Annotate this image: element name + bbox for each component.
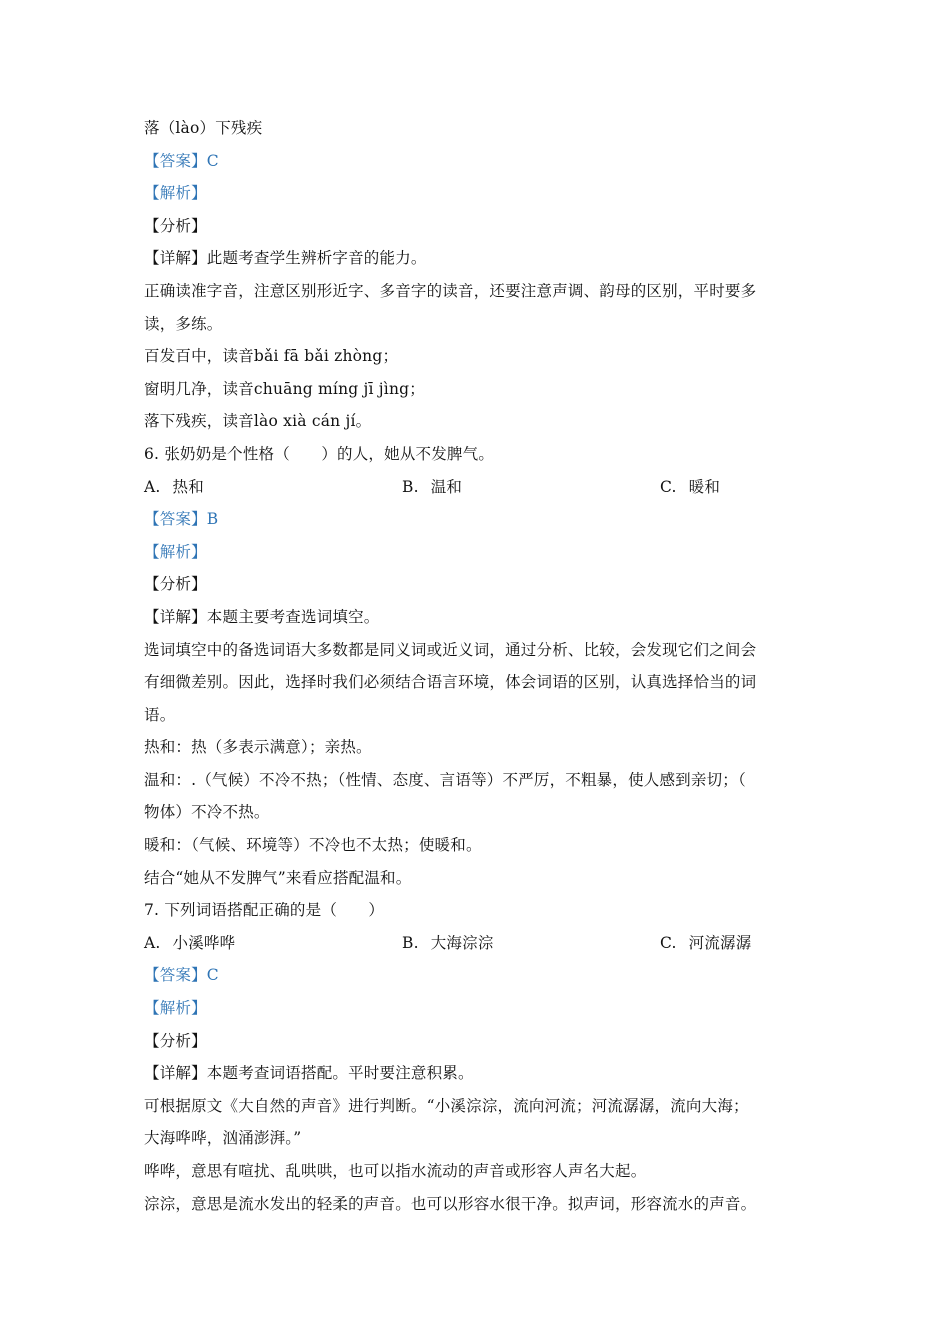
answer-line: 【答案】C [144, 966, 219, 985]
text-line: 正确读准字音，注意区别形近字、多音字的读音，还要注意声调、韵母的区别，平时要多 [144, 281, 757, 300]
text-line: 暖和：（气候、环境等）不冷也不太热；使暖和。 [144, 836, 482, 855]
detail-line: 【详解】本题考查词语搭配。平时要注意积累。 [144, 1064, 474, 1083]
answer-option [402, 927, 660, 960]
question-stem: 7. 下列词语搭配正确的是（ ） [144, 901, 385, 920]
text-line: 大海哗哗，汹涌澎湃。” [144, 1129, 302, 1148]
option-letter: B. [402, 933, 419, 952]
answer-option [144, 927, 402, 960]
option-text: 暖和 [688, 477, 721, 496]
analysis-heading: 【解析】 [144, 999, 207, 1018]
text-line: 语。 [144, 705, 176, 724]
fenxi-heading: 【分析】 [144, 575, 207, 594]
option-letter: A. [144, 477, 161, 496]
answer-option [402, 471, 660, 504]
answer-options-row [144, 927, 814, 960]
answer-options-row [144, 471, 814, 504]
answer-option [660, 471, 720, 504]
option-letter: B. [402, 477, 419, 496]
option-letter: C. [660, 477, 677, 496]
option-text: 河流潺潺 [688, 933, 752, 952]
question-stem: 6. 张奶奶是个性格（ ）的人，她从不发脾气。 [144, 444, 495, 463]
text-line: 读，多练。 [144, 314, 223, 333]
analysis-heading: 【解析】 [144, 542, 207, 561]
answer-option [660, 927, 751, 960]
text-line: 哗哗，意思有喧扰、乱哄哄，也可以指水流动的声音或形容人声名大起。 [144, 1162, 647, 1180]
text-line: 物体）不冷不热。 [144, 803, 270, 822]
answer-option [144, 471, 402, 504]
analysis-heading: 【解析】 [144, 184, 207, 203]
option-text: 温和 [430, 477, 463, 496]
option-letter: A. [144, 933, 161, 952]
text-line: 结合“她从不发脾气”来看应搭配温和。 [144, 868, 412, 887]
text-line: 选词填空中的备选词语大多数都是同义词或近义词，通过分析、比较，会发现它们之间会 [144, 640, 757, 659]
text-line: 落（lào）下残疾 [144, 119, 263, 137]
text-line: 温和：.（气候）不冷不热；（性情、态度、言语等）不严厉，不粗暴，使人感到亲切；（ [144, 770, 746, 789]
document-body [144, 112, 814, 1220]
text-line: 窗明几净，读音chuāng míng jī jìng； [144, 379, 425, 398]
text-line: 可根据原文《大自然的声音》进行判断。“小溪淙淙，流向河流；河流潺潺，流向大海； [144, 1096, 749, 1115]
answer-line: 【答案】C [144, 151, 219, 170]
detail-line: 【详解】本题主要考查选词填空。 [144, 607, 380, 626]
text-line: 百发百中，读音bǎi fā bǎi zhòng； [144, 347, 399, 366]
option-text: 热和 [172, 477, 204, 496]
fenxi-heading: 【分析】 [144, 216, 207, 235]
option-letter: C. [660, 933, 677, 952]
text-line: 淙淙，意思是流水发出的轻柔的声音。也可以形容水很干净。拟声词，形容流水的声音。 [144, 1194, 757, 1213]
option-text: 大海淙淙 [430, 933, 494, 952]
option-text: 小溪哗哗 [172, 933, 236, 952]
text-line: 有细微差别。因此，选择时我们必须结合语言环境，体会词语的区别，认真选择恰当的词 [144, 673, 757, 692]
answer-line: 【答案】B [144, 510, 219, 529]
text-line: 热和：热（多表示满意）；亲热。 [144, 738, 372, 757]
fenxi-heading: 【分析】 [144, 1031, 207, 1050]
detail-line: 【详解】此题考查学生辨析字音的能力。 [144, 249, 427, 268]
text-line: 落下残疾，读音lào xià cán jí。 [144, 412, 372, 431]
